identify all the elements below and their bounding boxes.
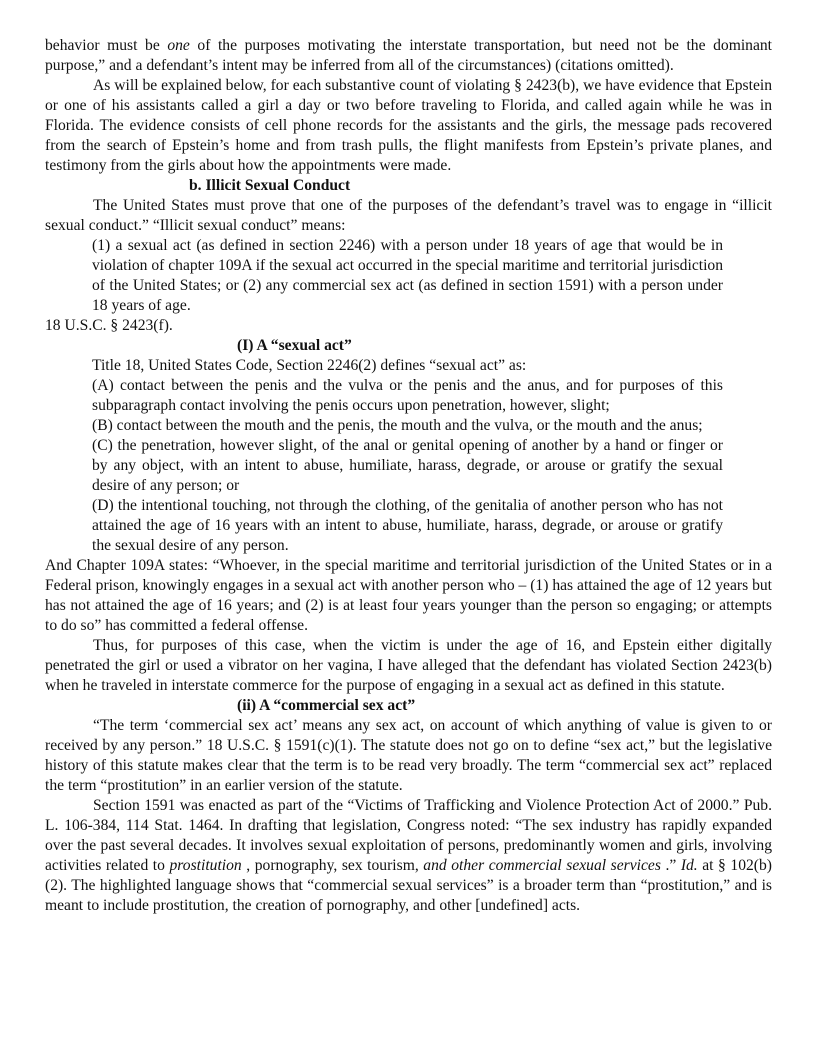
paragraph-illicit-definition-intro: The United States must prove that one of the purposes of the defendant’s travel was to engage in “illicit sexual conduct.” “Illicit sexual conduct” means: [45, 197, 772, 234]
paragraph-allegation: Thus, for purposes of this case, when the victim is under the age of 16, and Epstein either digitally penetrated the girl or used a vibrator on her vagina, I have alleged that the defendant has violated Section 2423(b) when he traveled in interstate commerce for the purpose of engaging in a sexual act as defined in this statute. [45, 637, 772, 694]
p7-emphasis-commercial-services: and other commercial sexual services [423, 857, 661, 874]
paragraph-commercial-definition: “The term ‘commercial sex act’ means any sex act, on account of which anything of value is given to or received by any person.” 18 U.S.C. § 1591(c)(1). The statute does not go on to define “sex act,” but the legislative history of this statute makes clear that the term is to be read very broadly. The term “commercial sex act” replaced the term “prostitution” in an earlier version of the statute. [45, 717, 772, 794]
p1-text-a: behavior must be [45, 37, 168, 54]
sexual-act-item-a: (A) contact between the penis and the vulva or the penis and the anus, and for purposes of this subparagraph contact involving the penis occurs upon penetration, however, slight; [92, 377, 723, 414]
p1-emphasis: one [167, 37, 190, 54]
paragraph-chapter-109a: And Chapter 109A states: “Whoever, in the special maritime and territorial jurisdiction of the United States or in a Federal prison, knowingly engages in a sexual act with another person who – (1) has attained the age of 12 years but has not attained the age of 16 years; and (2) is at least four years younger than the person so engaging; or attempts to do so” has committed a federal offense. [45, 557, 772, 634]
paragraph-intent [45, 36, 772, 76]
sexual-act-item-b: (B) contact between the mouth and the penis, the mouth and the vulva, or the mouth and the anus; [92, 417, 703, 434]
p7-text-a: Section 1591 was enacted as part of the “Victims of Trafficking and Violence Protection Act of 2000.” Pub. L. 106-384, 114 Stat. 1464. In drafting that legislation, Congress noted: “The sex industry has rapidly expanded over the past several decades. It involves sexual exploitation of persons, predominantly women and girls, involving activities related to [45, 797, 772, 874]
p1-text-b: of the purposes motivating the interstate transportation, but need not be the dominant purpose,” and a defendant’s intent may be inferred from all of the circumstances) (citations omitted). [45, 37, 773, 74]
heading-commercial-sex-act: (ii) A “commercial sex act” [237, 697, 416, 714]
sexual-act-item-c: (C) the penetration, however slight, of the anal or genital opening of another by a hand or finger or by any object, with an intent to abuse, humiliate, harass, degrade, or arouse or gratify the sexual desire of any person; or [92, 437, 723, 494]
p7-text-d: at § 102(b)(2). The highlighted language shows that “commercial sexual services” is a broader term than “prostitution,” and is meant to include prostitution, the creation of pornography, and other [undefined] acts. [45, 857, 772, 914]
p7-emphasis-prostitution: prostitution [169, 857, 242, 874]
paragraph-evidence: As will be explained below, for each substantive count of violating § 2423(b), we have evidence that Epstein or one of his assistants called a girl a day or two before traveling to Florida, and called again while he was in Florida. The evidence consists of cell phone records for the assistants and the girls, the message pads recovered from the search of Epstein’s home and from trash pulls, the flight manifests from Epstein’s private planes, and testimony from the girls about how the appointments were made. [45, 77, 772, 174]
heading-sexual-act: (I) A “sexual act” [237, 337, 352, 354]
p7-text-c: .” [660, 857, 681, 874]
p7-emphasis-id: Id. [680, 857, 698, 874]
paragraph-section-1591-history [45, 796, 772, 916]
p7-text-b: , pornography, sex tourism, [241, 857, 424, 874]
sexual-act-intro: Title 18, United States Code, Section 2246(2) defines “sexual act” as: [92, 357, 527, 374]
blockquote-illicit-definition: (1) a sexual act (as defined in section 2246) with a person under 18 years of age that would be in violation of chapter 109A if the sexual act occurred in the special maritime and territorial jurisdiction of the United States; or (2) any commercial sex act (as defined in section 1591) with a person under 18 years of age. [92, 237, 723, 314]
heading-illicit-sexual-conduct: b. Illicit Sexual Conduct [189, 177, 351, 194]
citation-2423f: 18 U.S.C. § 2423(f). [45, 317, 173, 334]
document-page [45, 36, 772, 916]
sexual-act-item-d: (D) the intentional touching, not through the clothing, of the genitalia of another person who has not attained the age of 16 years with an intent to abuse, humiliate, harass, degrade, or arouse or gratify the sexual desire of any person. [92, 497, 723, 554]
